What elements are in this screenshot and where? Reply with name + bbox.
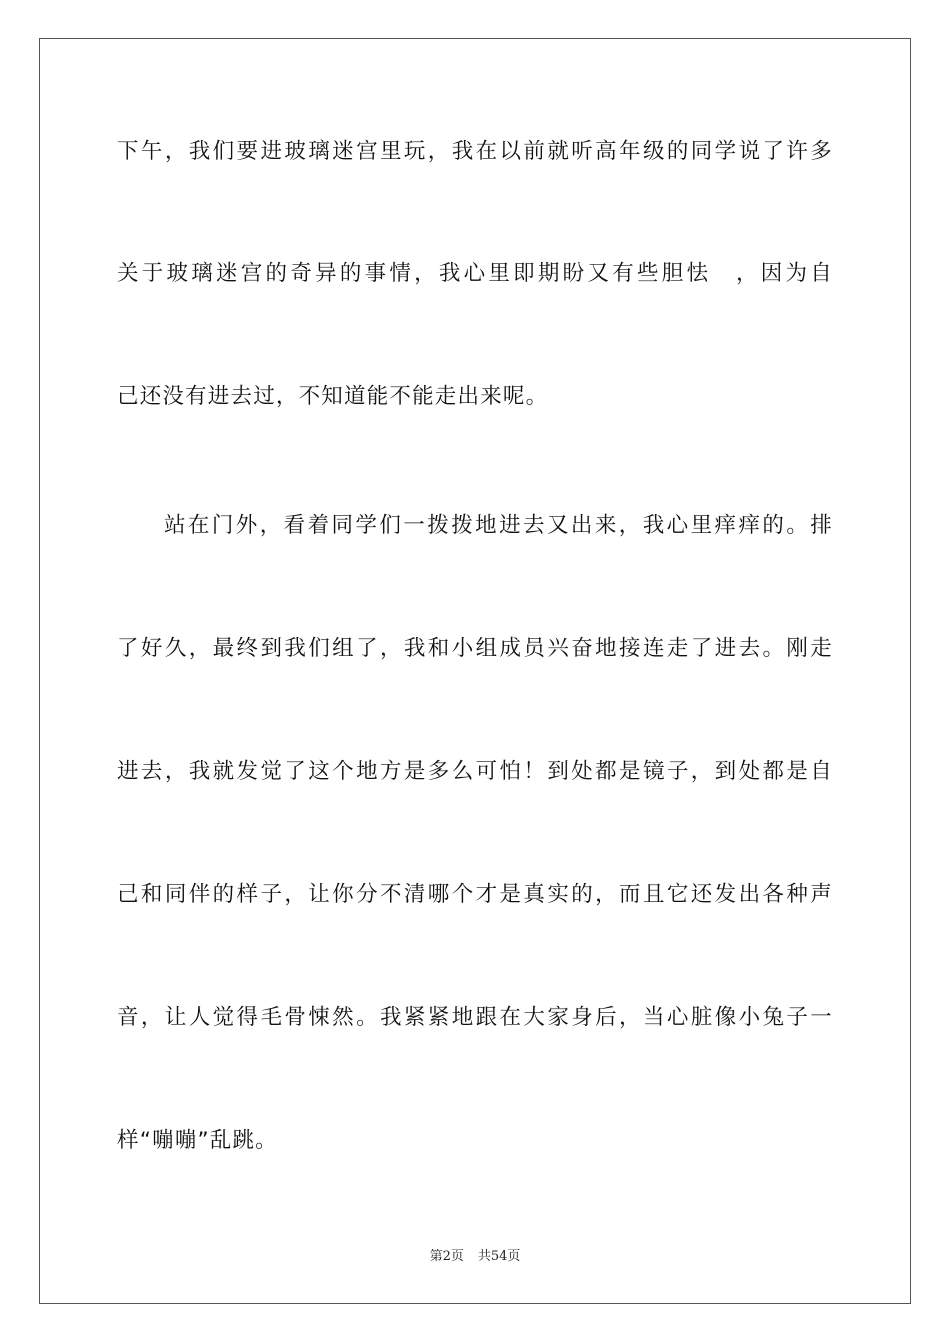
text-line-2: 关于玻璃迷宫的奇异的事情，我心里即期盼又有些胆怯 ，因为自 [117,261,833,286]
text-line-7: 己和同伴的样子，让你分不清哪个才是真实的，而且它还发出各种声 [117,882,833,907]
text-line-1: 下午，我们要进玻璃迷宫里玩，我在以前就听高年级的同学说了许多 [117,139,833,164]
text-line-3: 己还没有进去过，不知道能不能走出来呢。 [117,384,549,409]
page-border [39,38,911,1304]
text-line-6: 进去，我就发觉了这个地方是多么可怕！到处都是镜子，到处都是自 [117,759,833,784]
text-line-5: 了好久，最终到我们组了，我和小组成员兴奋地接连走了进去。刚走 [117,636,833,661]
text-line-8: 音，让人觉得毛骨悚然。我紧紧地跟在大家身后，当心脏像小兔子一 [117,1005,833,1030]
total-pages: 共54页 [477,1249,521,1264]
text-line-4: 站在门外，看着同学们一拨拨地进去又出来，我心里痒痒的。排 [164,513,833,538]
page-number: 第2页 [429,1249,464,1264]
text-line-9: 样“嘣嘣”乱跳。 [117,1128,278,1153]
page-footer [0,1248,950,1266]
